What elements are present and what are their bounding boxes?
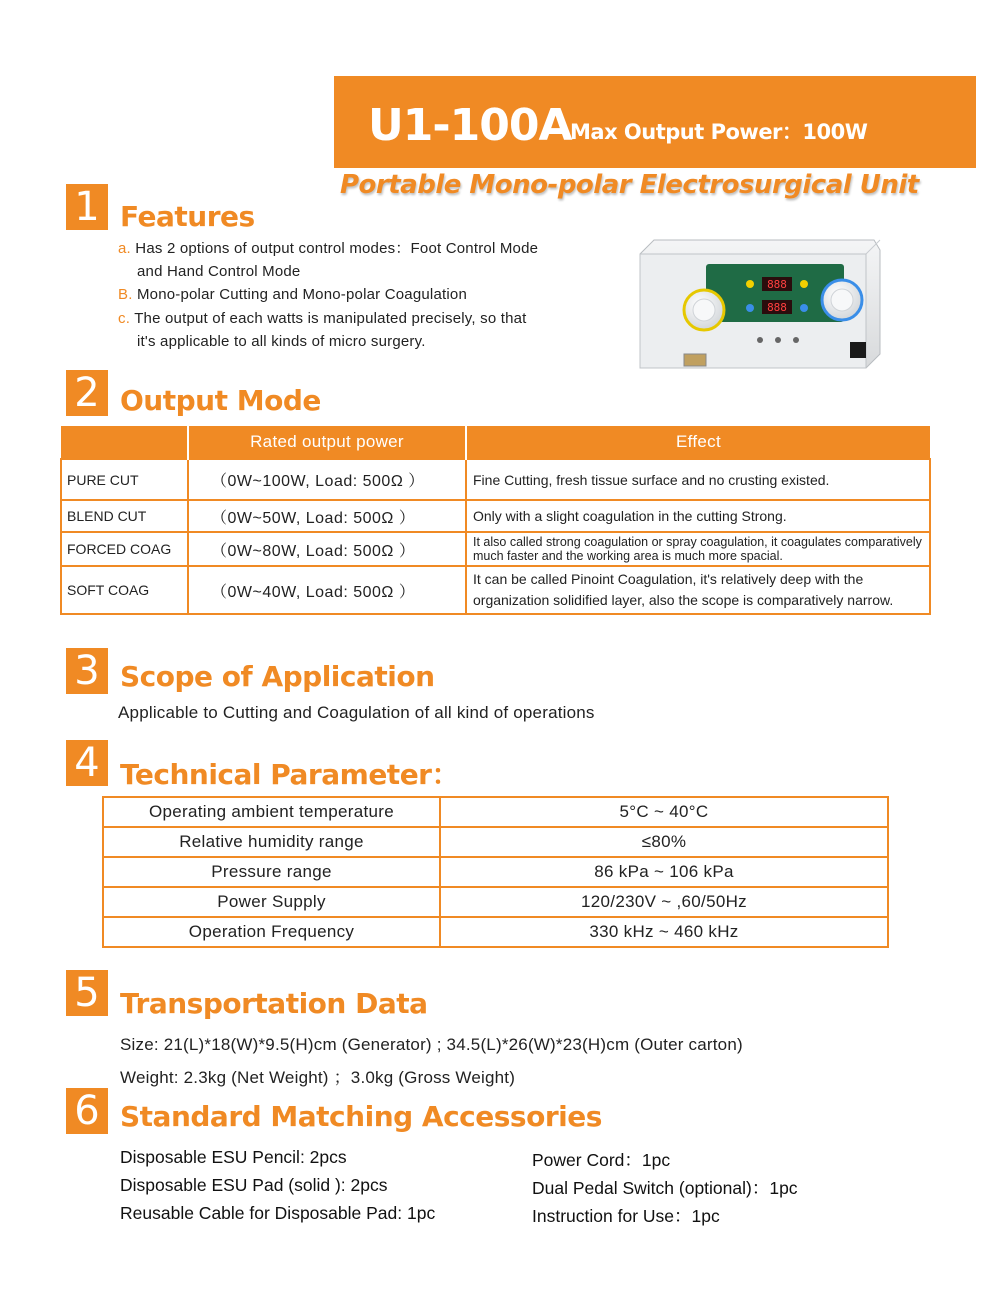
feature-text: it's applicable to all kinds of micro surgery. <box>137 333 426 350</box>
feature-item-a <box>118 237 538 283</box>
value-cell: ≤80% <box>440 827 888 857</box>
param-cell: Pressure range <box>103 857 440 887</box>
technical-title: Technical Parameter： <box>120 758 459 791</box>
header-rated-output-power: Rated output power <box>188 426 466 459</box>
table-row <box>103 887 888 917</box>
power-cell: （0W~100W, Load: 500Ω ） <box>188 459 466 500</box>
accessory-item: Disposable ESU Pencil: 2pcs <box>120 1147 347 1167</box>
table-header-row <box>61 426 930 459</box>
feature-marker: c. <box>118 310 131 327</box>
accessory-item: Reusable Cable for Disposable Pad: 1pc <box>120 1203 436 1223</box>
scope-text: Applicable to Cutting and Coagulation of all kind of operations <box>118 703 595 722</box>
pad-connector <box>684 354 706 366</box>
param-cell: Relative humidity range <box>103 827 440 857</box>
effect-cell: It can be called Pinoint Coagulation, it's relatively deep with the organization solidified layer, also the scope is comparatively narrow. <box>466 566 930 614</box>
section-number-3: 3 <box>66 648 108 694</box>
header-mode <box>61 426 188 459</box>
cut-button <box>746 280 754 288</box>
feature-text: and Hand Control Mode <box>137 263 301 280</box>
mode-cell: PURE CUT <box>61 459 188 500</box>
feature-text: Has 2 options of output control modes：Foot Control Mode <box>135 240 539 257</box>
section-number-5: 5 <box>66 970 108 1016</box>
power-cell: （0W~80W, Load: 500Ω ） <box>188 532 466 566</box>
value-cell: 330 kHz ~ 460 kHz <box>440 917 888 947</box>
section-number-1: 1 <box>66 184 108 230</box>
header-effect: Effect <box>466 426 930 459</box>
model-name: U1-100A <box>368 100 572 151</box>
feature-marker: a. <box>118 240 131 257</box>
table-row <box>103 827 888 857</box>
technical-parameter-table <box>102 796 889 948</box>
feature-text: The output of each watts is manipulated precisely, so that <box>134 310 527 327</box>
mode-cell: BLEND CUT <box>61 500 188 532</box>
param-cell: Operating ambient temperature <box>103 797 440 827</box>
table-row <box>61 500 930 532</box>
accessory-item: Power Cord：1pc <box>532 1150 671 1170</box>
output-mode-title: Output Mode <box>120 384 321 417</box>
max-output-power: Max Output Power：100W <box>570 120 868 144</box>
power-cell: （0W~40W, Load: 500Ω ） <box>188 566 466 614</box>
effect-cell: Only with a slight coagulation in the cutting Strong. <box>466 500 930 532</box>
table-row <box>61 566 930 614</box>
product-subtitle: Portable Mono-polar Electrosurgical Unit <box>340 170 919 200</box>
transport-title: Transportation Data <box>120 987 428 1020</box>
value-cell: 86 kPa ~ 106 kPa <box>440 857 888 887</box>
output-mode-table <box>60 426 931 615</box>
param-cell: Power Supply <box>103 887 440 917</box>
value-cell: 120/230V ~ ,60/50Hz <box>440 887 888 917</box>
section-number-6: 6 <box>66 1088 108 1134</box>
mode-cell: SOFT COAG <box>61 566 188 614</box>
electrosurgical-unit-image <box>634 236 882 374</box>
features-title: Features <box>120 200 255 233</box>
effect-cell: It also called strong coagulation or spray coagulation, it coagulates comparatively much faster and the working area is much more spacial. <box>466 532 930 566</box>
mode-cell: FORCED COAG <box>61 532 188 566</box>
upper-display-value: 888 <box>767 278 787 291</box>
accessory-item: Disposable ESU Pad (solid ): 2pcs <box>120 1175 388 1195</box>
feature-text: Mono-polar Cutting and Mono-polar Coagulation <box>136 286 467 303</box>
coag-button <box>800 304 808 312</box>
header-banner <box>334 76 976 168</box>
accessory-item: Instruction for Use：1pc <box>532 1206 720 1226</box>
transport-size: Size: 21(L)*18(W)*9.5(H)cm (Generator) ; 34.5(L)*26(W)*23(H)cm (Outer carton) <box>120 1035 743 1054</box>
transport-weight: Weight: 2.3kg (Net Weight) ；3.0kg (Gross Weight) <box>120 1068 516 1087</box>
feature-item-b <box>118 283 467 306</box>
cut-button <box>800 280 808 288</box>
table-row <box>61 532 930 566</box>
feature-marker: B. <box>118 286 133 303</box>
feature-item-c <box>118 307 527 353</box>
accessory-item: Dual Pedal Switch (optional)：1pc <box>532 1178 798 1198</box>
section-number-4: 4 <box>66 740 108 786</box>
accessories-title: Standard Matching Accessories <box>120 1100 602 1133</box>
table-row <box>103 797 888 827</box>
power-switch <box>850 342 866 358</box>
lower-display-value: 888 <box>767 301 787 314</box>
power-cell: （0W~50W, Load: 500Ω ） <box>188 500 466 532</box>
table-row <box>103 917 888 947</box>
table-row <box>61 459 930 500</box>
param-cell: Operation Frequency <box>103 917 440 947</box>
value-cell: 5°C ~ 40°C <box>440 797 888 827</box>
scope-title: Scope of Application <box>120 660 435 693</box>
table-row <box>103 857 888 887</box>
effect-cell: Fine Cutting, fresh tissue surface and no crusting existed. <box>466 459 930 500</box>
coag-button <box>746 304 754 312</box>
section-number-2: 2 <box>66 370 108 416</box>
